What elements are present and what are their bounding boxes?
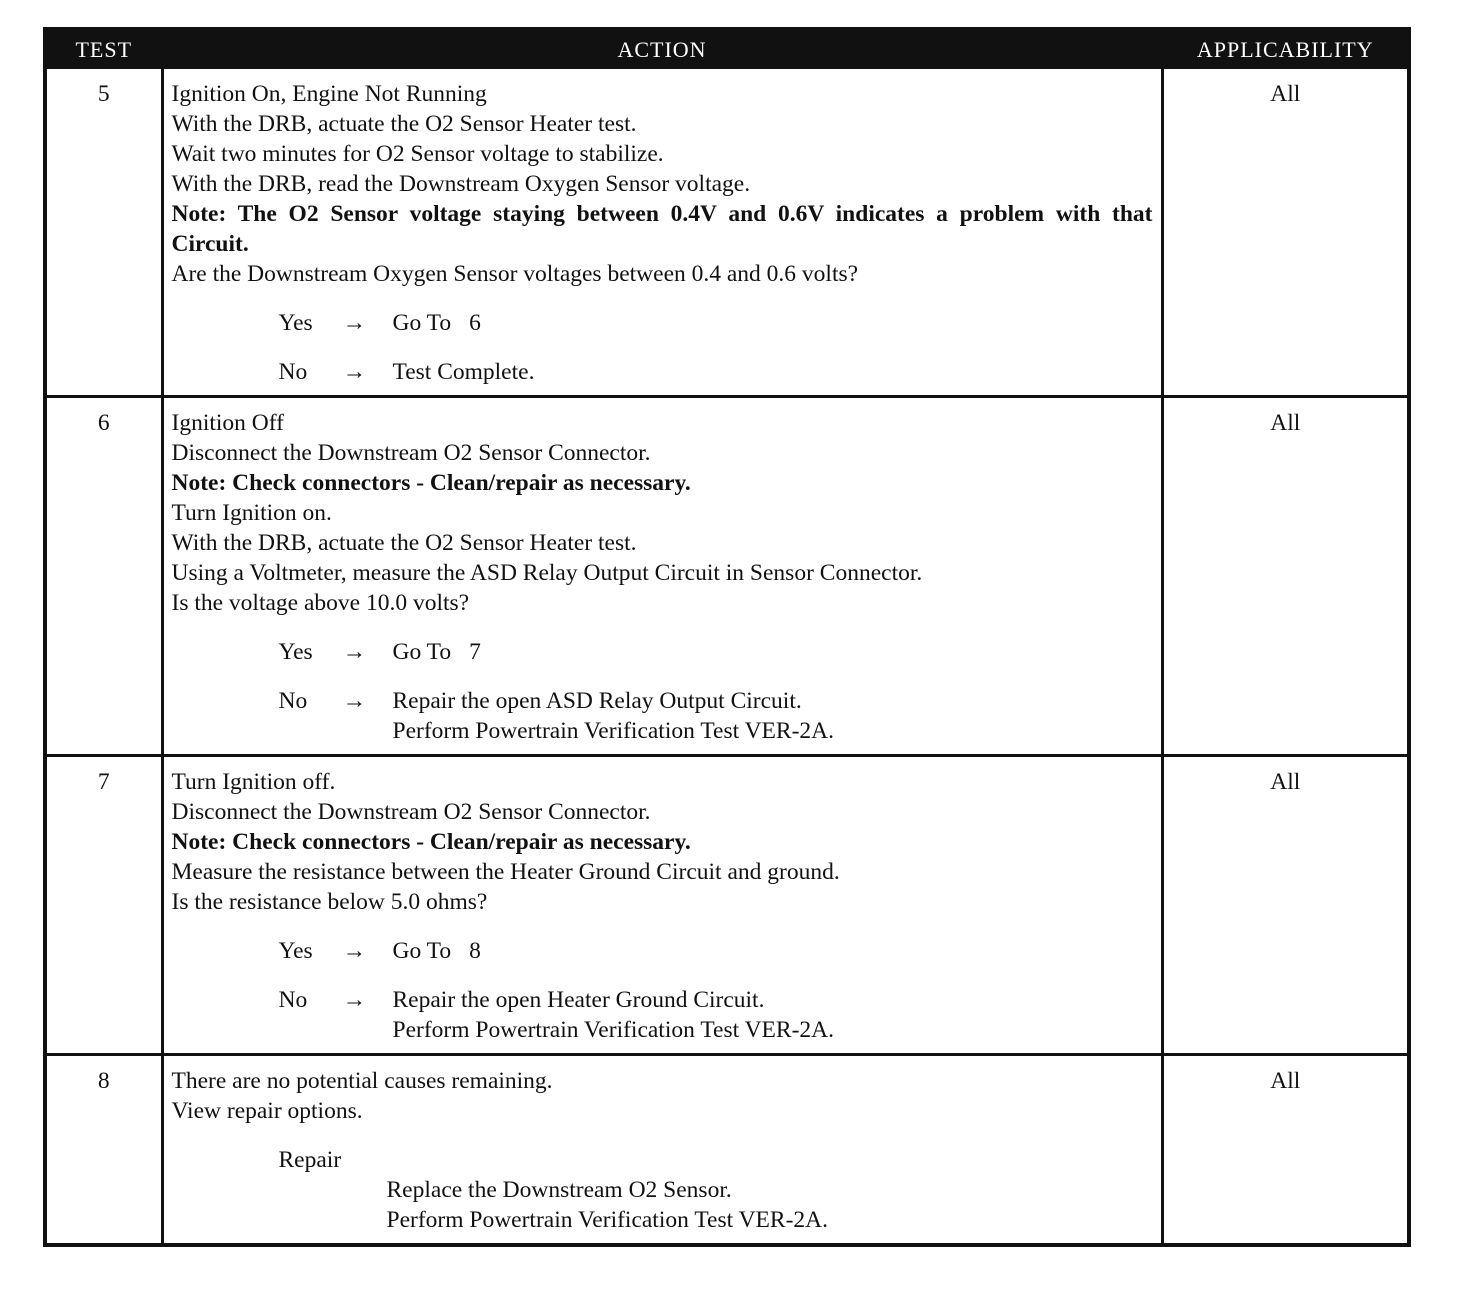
- repair-lines: [387, 1175, 1153, 1235]
- arrow-right-icon: →: [342, 359, 366, 385]
- action-line: Ignition On, Engine Not Running: [171, 81, 487, 107]
- no-label: No: [278, 359, 308, 385]
- result-line: Test Complete.: [392, 359, 535, 385]
- result-line: Repair the open Heater Ground Circuit.: [392, 987, 765, 1013]
- goto-label: Go To: [392, 938, 452, 964]
- result-line: Perform Powertrain Verification Test VER-2A.: [392, 1017, 835, 1043]
- yes-outcome: [172, 308, 1153, 338]
- yes-label: Yes: [278, 310, 313, 336]
- action-line: With the DRB, actuate the O2 Sensor Heater test.: [171, 530, 637, 556]
- header-test: TEST: [45, 29, 162, 69]
- repair-line: Perform Powertrain Verification Test VER-2A.: [386, 1207, 829, 1233]
- header-action: ACTION: [162, 29, 1162, 69]
- test-number: 5: [45, 69, 162, 397]
- arrow-right-icon: →: [342, 688, 366, 714]
- no-result: [393, 357, 1153, 387]
- no-result: [393, 985, 1153, 1045]
- action-line: Measure the resistance between the Heater Ground Circuit and ground.: [171, 859, 840, 885]
- yes-label: Yes: [278, 639, 313, 665]
- action-line: Using a Voltmeter, measure the ASD Relay Output Circuit in Sensor Connector.: [171, 560, 923, 586]
- yes-label: Yes: [278, 938, 313, 964]
- action-line: Disconnect the Downstream O2 Sensor Connector.: [171, 799, 651, 825]
- repair-options: [172, 1145, 1153, 1235]
- goto-label: Go To: [392, 639, 452, 665]
- header-applicability: APPLICABILITY: [1162, 29, 1409, 69]
- action-line: View repair options.: [171, 1098, 363, 1124]
- action-cell: [162, 1055, 1162, 1246]
- arrow-right-icon: →: [342, 938, 366, 964]
- action-line: Ignition Off: [171, 410, 284, 436]
- test-row-8: [45, 1055, 1409, 1246]
- test-row-5: [45, 69, 1409, 397]
- applicability-value: All: [1162, 397, 1409, 756]
- question-text: Is the resistance below 5.0 ohms?: [171, 889, 488, 915]
- action-line: Wait two minutes for O2 Sensor voltage to stabilize.: [171, 141, 664, 167]
- note-text: Note: Check connectors - Clean/repair as necessary.: [171, 470, 691, 496]
- outcomes: [172, 936, 1153, 1045]
- header-row: [45, 29, 1409, 69]
- action-line: There are no potential causes remaining.: [171, 1068, 553, 1094]
- applicability-value: All: [1162, 69, 1409, 397]
- action-line: Turn Ignition on.: [171, 500, 332, 526]
- action-cell: [162, 397, 1162, 756]
- goto-number: 6: [469, 310, 481, 336]
- test-row-6: [45, 397, 1409, 756]
- goto-label: Go To: [392, 310, 452, 336]
- action-line: With the DRB, actuate the O2 Sensor Heater test.: [171, 111, 637, 137]
- no-outcome: [172, 357, 1153, 387]
- action-line: Turn Ignition off.: [171, 769, 336, 795]
- arrow-right-icon: →: [342, 310, 366, 336]
- yes-outcome: [172, 936, 1153, 966]
- action-cell: [162, 756, 1162, 1055]
- question-text: Is the voltage above 10.0 volts?: [171, 590, 470, 616]
- action-line: With the DRB, read the Downstream Oxygen Sensor voltage.: [171, 171, 751, 197]
- outcomes: [172, 637, 1153, 746]
- no-result: [393, 686, 1153, 746]
- test-number: 7: [45, 756, 162, 1055]
- arrow-right-icon: →: [342, 987, 366, 1013]
- applicability-value: All: [1162, 1055, 1409, 1246]
- repair-label: Repair: [278, 1147, 342, 1173]
- goto-target: [393, 936, 1153, 966]
- goto-number: 7: [469, 639, 481, 665]
- test-row-7: [45, 756, 1409, 1055]
- arrow-right-icon: →: [342, 639, 366, 665]
- repair-line: Replace the Downstream O2 Sensor.: [386, 1177, 732, 1203]
- goto-target: [393, 637, 1153, 667]
- question-text: Are the Downstream Oxygen Sensor voltages between 0.4 and 0.6 volts?: [171, 261, 859, 287]
- note-text: Note: The O2 Sensor voltage staying between 0.4V and 0.6V indicates a problem with that Circuit.: [171, 201, 1153, 257]
- action-cell: [162, 69, 1162, 397]
- goto-number: 8: [469, 938, 481, 964]
- action-line: Disconnect the Downstream O2 Sensor Connector.: [171, 440, 651, 466]
- outcomes: [172, 308, 1153, 387]
- result-line: Perform Powertrain Verification Test VER-2A.: [392, 718, 835, 744]
- no-label: No: [278, 688, 308, 714]
- goto-target: [393, 308, 1153, 338]
- no-outcome: [172, 686, 1153, 746]
- yes-outcome: [172, 637, 1153, 667]
- result-line: Repair the open ASD Relay Output Circuit.: [392, 688, 802, 714]
- test-number: 8: [45, 1055, 162, 1246]
- diagnostic-test-table: [43, 27, 1411, 1247]
- applicability-value: All: [1162, 756, 1409, 1055]
- test-number: 6: [45, 397, 162, 756]
- note-text: Note: Check connectors - Clean/repair as necessary.: [171, 829, 691, 855]
- no-label: No: [278, 987, 308, 1013]
- no-outcome: [172, 985, 1153, 1045]
